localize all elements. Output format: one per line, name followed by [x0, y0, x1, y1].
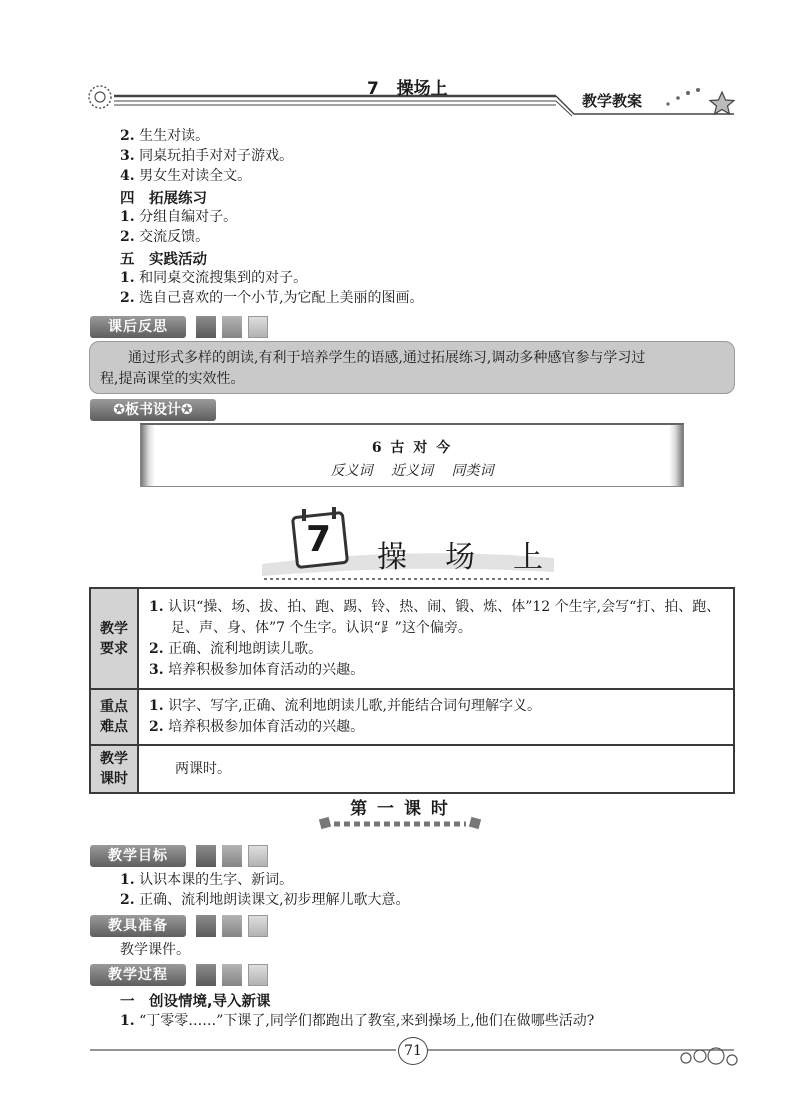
goals-tag: 教学目标 — [90, 845, 186, 867]
row-label: 教学 要求 — [90, 588, 138, 689]
row-content: 两课时。 — [138, 745, 734, 793]
board-tag: ✪板书设计✪ — [90, 399, 216, 421]
board-words: 反义词 近义词 同类词 — [330, 463, 494, 479]
reflection-box — [89, 341, 735, 394]
reflection-tag: 课后反思 — [90, 316, 186, 338]
section-heading: 五 实践活动 — [120, 252, 207, 268]
section-heading: 一 创设情境,导入新课 — [120, 994, 271, 1010]
star-icon — [664, 82, 738, 118]
row-content: 1. 认识“操、场、拔、拍、跑、踢、铃、热、闹、锻、炼、体”12 个生字,会写“打、拍、跑、足、声、身、体”7 个生字。认识“⻊”这个偏旁。 2. 正确、流利地朗读儿歌。 3. 培养积极参加体育活动的兴趣。 — [138, 588, 734, 689]
list-item: 1. 认识本课的生字、新词。 — [120, 872, 294, 888]
lesson-number: 7 — [306, 519, 332, 560]
decor-square — [196, 964, 216, 986]
decor-square — [222, 915, 242, 937]
section-heading: 四 拓展练习 — [120, 191, 207, 207]
decor-square — [248, 915, 268, 937]
decor-square — [196, 316, 216, 338]
list-item: 2. 交流反馈。 — [120, 229, 210, 245]
decor-square — [248, 845, 268, 867]
objectives-table — [89, 587, 735, 794]
decor-square — [196, 915, 216, 937]
lesson-title: 操 场 上 — [377, 540, 547, 575]
list-item: 1. 分组自编对子。 — [120, 209, 238, 225]
list-item: 2. 选自己喜欢的一个小节,为它配上美丽的图画。 — [120, 290, 424, 306]
star-icon: ✪ — [181, 402, 193, 418]
header-badge: 教学教案 — [582, 92, 643, 110]
decor-square — [222, 316, 242, 338]
reflection-text: 程,提高课堂的实效性。 — [100, 371, 245, 387]
list-item: 1. 和同桌交流搜集到的对子。 — [120, 270, 308, 286]
period-underline-decor — [318, 815, 482, 833]
table-row — [90, 745, 734, 793]
board-title: 6 古 对 今 — [371, 440, 453, 456]
period-title: 第 一 课 时 — [350, 799, 450, 819]
gear-icon — [89, 86, 111, 108]
list-item: 1. “丁零零……”下课了,同学们都跑出了教室,来到操场上,他们在做哪些活动? — [120, 1013, 595, 1029]
process-tag: 教学过程 — [90, 964, 186, 986]
table-row — [90, 689, 734, 745]
list-item: 3. 同桌玩拍手对对子游戏。 — [120, 148, 294, 164]
decor-square — [248, 316, 268, 338]
decor-square — [222, 964, 242, 986]
header-lesson-title: 操场上 — [396, 79, 448, 99]
row-label: 重点 难点 — [90, 689, 138, 745]
row-label: 教学 课时 — [90, 745, 138, 793]
prep-tag: 教具准备 — [90, 915, 186, 937]
list-item: 4. 男女生对读全文。 — [120, 168, 252, 184]
decor-square — [196, 845, 216, 867]
list-item: 2. 正确、流利地朗读课文,初步理解儿歌大意。 — [120, 892, 410, 908]
board-panel — [140, 423, 684, 487]
reflection-text: 通过形式多样的朗读,有利于培养学生的语感,通过拓展练习,调动多种感官参与学习过 — [128, 350, 646, 366]
star-icon: ✪ — [113, 402, 125, 418]
row-content: 1. 识字、写字,正确、流利地朗读儿歌,并能结合词句理解字义。 2. 培养积极参加体育活动的兴趣。 — [138, 689, 734, 745]
list-item: 2. 生生对读。 — [120, 128, 210, 144]
decor-square — [248, 964, 268, 986]
prep-text: 教学课件。 — [120, 942, 190, 958]
header-lesson-number: 7 — [367, 79, 379, 99]
page-number: 71 — [398, 1037, 428, 1065]
decor-square — [222, 845, 242, 867]
table-row — [90, 588, 734, 689]
